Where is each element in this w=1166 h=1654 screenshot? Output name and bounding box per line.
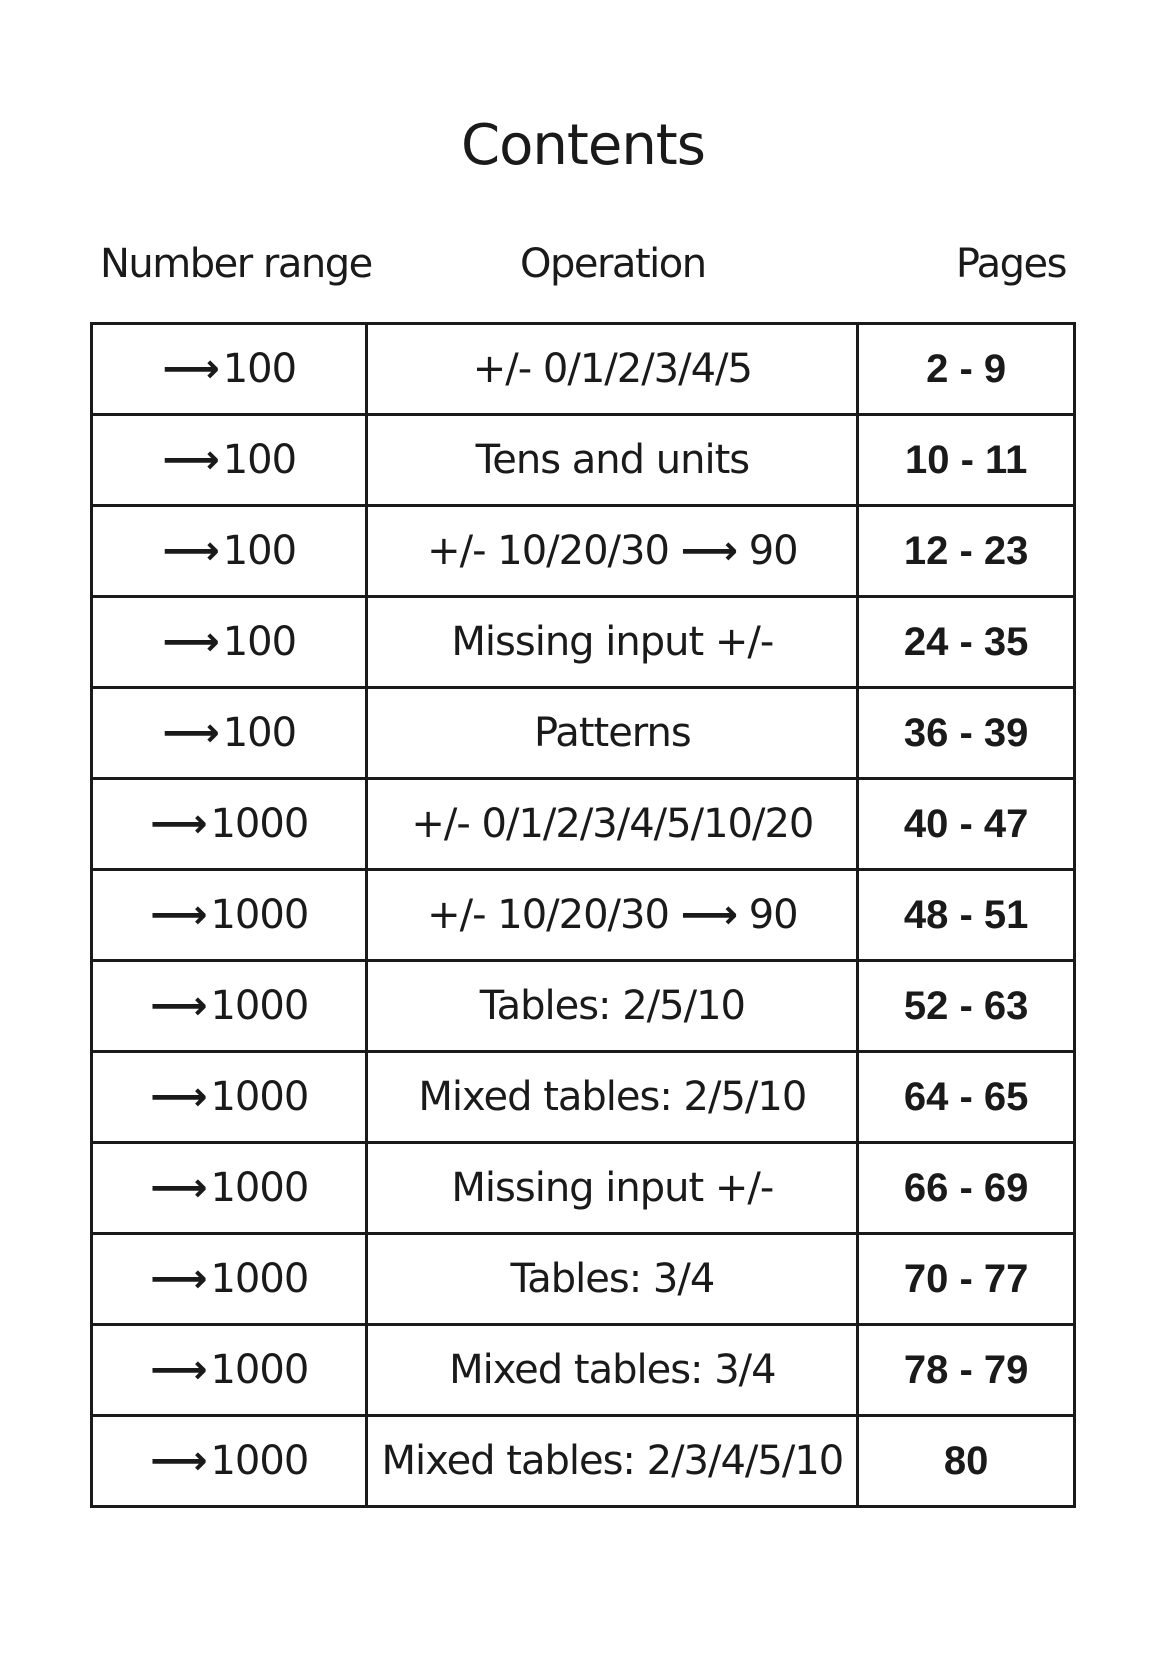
- table-row: [92, 1143, 1075, 1234]
- right-arrow-icon: ⟶: [680, 892, 737, 938]
- operation-text: Tables: 3/4: [510, 1256, 715, 1302]
- number-range-cell: [92, 870, 367, 961]
- number-range-value: 100: [222, 528, 297, 574]
- right-arrow-icon: ⟶: [150, 892, 207, 938]
- number-range: [162, 528, 296, 574]
- number-range-value: 100: [222, 710, 297, 756]
- right-arrow-icon: ⟶: [150, 983, 207, 1029]
- header-number-range: Number range: [100, 241, 372, 287]
- table-row: [92, 1052, 1075, 1143]
- table-row: [92, 779, 1075, 870]
- pages-cell: 48 - 51: [858, 870, 1075, 961]
- operation-cell: [367, 1416, 858, 1507]
- number-range-cell: [92, 506, 367, 597]
- table-row: [92, 1325, 1075, 1416]
- right-arrow-icon: ⟶: [150, 1256, 207, 1302]
- number-range-value: 100: [222, 346, 297, 392]
- right-arrow-icon: ⟶: [150, 1165, 207, 1211]
- operation-cell: [367, 961, 858, 1052]
- operation-text: +/- 10/20/30: [427, 892, 669, 938]
- operation-cell: [367, 506, 858, 597]
- right-arrow-icon: ⟶: [680, 528, 737, 574]
- operation-text: +/- 10/20/30: [427, 528, 669, 574]
- number-range: [150, 1438, 308, 1484]
- right-arrow-icon: ⟶: [162, 619, 219, 665]
- table-row: [92, 688, 1075, 779]
- number-range-cell: [92, 324, 367, 415]
- operation-text: +/- 0/1/2/3/4/5/10/20: [411, 801, 814, 847]
- table-row: [92, 415, 1075, 506]
- number-range: [150, 1347, 308, 1393]
- pages-cell: 78 - 79: [858, 1325, 1075, 1416]
- number-range: [162, 710, 296, 756]
- operation-cell: [367, 779, 858, 870]
- operation-text: Tables: 2/5/10: [479, 983, 745, 1029]
- number-range-value: 100: [222, 437, 297, 483]
- contents-table: [90, 322, 1076, 1508]
- operation-tail: 90: [748, 528, 798, 574]
- pages-cell: 10 - 11: [858, 415, 1075, 506]
- number-range-cell: [92, 1416, 367, 1507]
- number-range-cell: [92, 1325, 367, 1416]
- number-range-value: 1000: [210, 1165, 309, 1211]
- operation-text: Mixed tables: 3/4: [449, 1347, 776, 1393]
- operation-text: Missing input +/-: [451, 1165, 774, 1211]
- number-range-cell: [92, 597, 367, 688]
- number-range-cell: [92, 779, 367, 870]
- number-range-value: 1000: [210, 1438, 309, 1484]
- number-range: [150, 892, 308, 938]
- number-range-cell: [92, 415, 367, 506]
- right-arrow-icon: ⟶: [162, 528, 219, 574]
- number-range-cell: [92, 688, 367, 779]
- number-range: [150, 1165, 308, 1211]
- table-row: [92, 1234, 1075, 1325]
- header-operation: Operation: [520, 241, 706, 287]
- pages-cell: 64 - 65: [858, 1052, 1075, 1143]
- operation-text: Tens and units: [475, 437, 750, 483]
- pages-cell: 2 - 9: [858, 324, 1075, 415]
- header-pages: Pages: [955, 241, 1066, 287]
- right-arrow-icon: ⟶: [150, 801, 207, 847]
- operation-cell: [367, 870, 858, 961]
- number-range: [150, 1256, 308, 1302]
- right-arrow-icon: ⟶: [162, 437, 219, 483]
- number-range-cell: [92, 1052, 367, 1143]
- pages-cell: 70 - 77: [858, 1234, 1075, 1325]
- number-range-value: 1000: [210, 801, 309, 847]
- operation-cell: [367, 415, 858, 506]
- table-row: [92, 506, 1075, 597]
- operation-cell: [367, 324, 858, 415]
- operation-cell: [367, 1052, 858, 1143]
- number-range-value: 1000: [210, 892, 309, 938]
- right-arrow-icon: ⟶: [150, 1438, 207, 1484]
- table-row: [92, 961, 1075, 1052]
- right-arrow-icon: ⟶: [150, 1074, 207, 1120]
- number-range: [150, 801, 308, 847]
- operation-text: Mixed tables: 2/5/10: [418, 1074, 807, 1120]
- number-range-cell: [92, 1234, 367, 1325]
- page-title: Contents: [461, 113, 705, 178]
- number-range: [162, 619, 296, 665]
- operation-cell: [367, 1325, 858, 1416]
- pages-cell: 66 - 69: [858, 1143, 1075, 1234]
- number-range: [162, 346, 296, 392]
- operation-cell: [367, 1143, 858, 1234]
- number-range-value: 1000: [210, 1256, 309, 1302]
- table-row: [92, 324, 1075, 415]
- pages-cell: 36 - 39: [858, 688, 1075, 779]
- number-range-value: 1000: [210, 1074, 309, 1120]
- number-range: [162, 437, 296, 483]
- table-row: [92, 597, 1075, 688]
- contents-table-body: [92, 324, 1075, 1507]
- operation-text: +/- 0/1/2/3/4/5: [472, 346, 752, 392]
- operation-cell: [367, 688, 858, 779]
- operation-cell: [367, 1234, 858, 1325]
- operation-cell: [367, 597, 858, 688]
- number-range-cell: [92, 961, 367, 1052]
- pages-cell: 12 - 23: [858, 506, 1075, 597]
- right-arrow-icon: ⟶: [150, 1347, 207, 1393]
- pages-cell: 80: [858, 1416, 1075, 1507]
- operation-text: Patterns: [533, 710, 691, 756]
- table-row: [92, 1416, 1075, 1507]
- right-arrow-icon: ⟶: [162, 710, 219, 756]
- operation-tail: 90: [748, 892, 798, 938]
- number-range-value: 1000: [210, 1347, 309, 1393]
- pages-cell: 40 - 47: [858, 779, 1075, 870]
- number-range: [150, 1074, 308, 1120]
- number-range-value: 1000: [210, 983, 309, 1029]
- operation-text: Missing input +/-: [451, 619, 774, 665]
- number-range: [150, 983, 308, 1029]
- table-row: [92, 870, 1075, 961]
- operation-text: Mixed tables: 2/3/4/5/10: [381, 1438, 844, 1484]
- number-range-cell: [92, 1143, 367, 1234]
- number-range-value: 100: [222, 619, 297, 665]
- pages-cell: 52 - 63: [858, 961, 1075, 1052]
- pages-cell: 24 - 35: [858, 597, 1075, 688]
- right-arrow-icon: ⟶: [162, 346, 219, 392]
